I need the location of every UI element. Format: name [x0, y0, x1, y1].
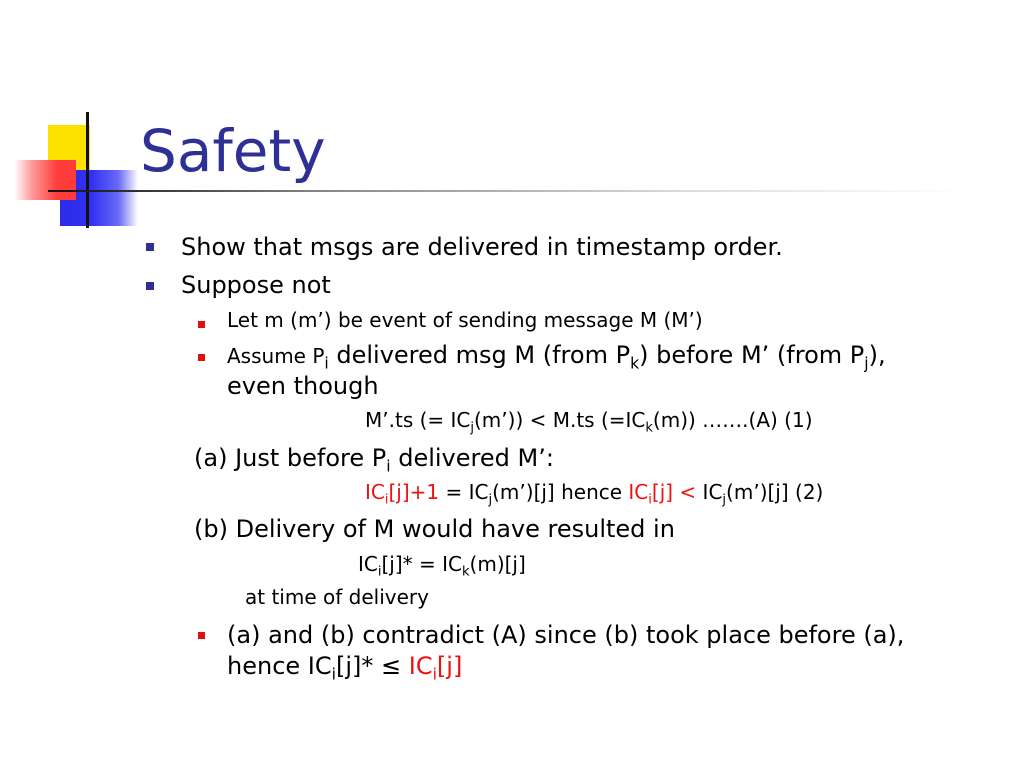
sub-bullet-assume: [227, 341, 886, 373]
text-run: [j]* = IC: [381, 552, 462, 576]
bullet-show-timestamp-order: Show that msgs are delivered in timestamp order.: [181, 233, 783, 261]
subscript: i: [377, 564, 382, 580]
equation-2: [365, 480, 824, 508]
text-run: [j] <: [651, 480, 697, 504]
sub-bullet-assume-line2: even though: [227, 372, 379, 400]
subscript: j: [864, 354, 869, 373]
bullet-marker: [146, 243, 154, 251]
subscript: k: [645, 420, 653, 436]
text-run: [j]+1: [388, 480, 440, 504]
sub-bullet-let-m: Let m (m’) be event of sending message M (M’): [227, 308, 703, 332]
subscript: i: [331, 665, 336, 684]
text-run: (m’)[j] (2): [726, 480, 824, 504]
decor-vertical-line: [86, 112, 89, 228]
text-run: IC: [408, 652, 433, 680]
subscript: k: [630, 354, 640, 373]
decor-red-square: [62, 160, 76, 200]
text-run: ) before M’ (from P: [639, 341, 865, 369]
text-run: (m’)) < M.ts (=IC: [474, 408, 646, 432]
sub-bullet-marker: [198, 632, 205, 639]
text-run: (a) Just before P: [194, 444, 387, 472]
text-run: IC: [628, 480, 649, 504]
text-run: IC: [696, 480, 723, 504]
subscript: i: [384, 492, 389, 508]
equation-1: [365, 408, 813, 436]
subscript: j: [722, 492, 727, 508]
text-run: M’.ts (= IC: [365, 408, 471, 432]
text-run: (m)[j]: [469, 552, 526, 576]
sub-bullet-marker: [198, 321, 205, 328]
text-run: delivered M’:: [390, 444, 554, 472]
subscript: k: [462, 564, 470, 580]
assume-word: Assume P: [227, 344, 325, 368]
decor-horizontal-rule: [48, 190, 968, 192]
text-run: IC: [358, 552, 378, 576]
equation-3: [358, 552, 526, 580]
text-run: = IC: [439, 480, 489, 504]
subscript: i: [648, 492, 652, 508]
text-run: IC: [365, 480, 385, 504]
slide-title: Safety: [140, 117, 326, 185]
subscript: i: [324, 354, 329, 373]
case-b-line: (b) Delivery of M would have resulted in: [194, 515, 675, 543]
text-run: ),: [868, 341, 886, 369]
text-run: (m)) …….(A) (1): [652, 408, 813, 432]
case-a-line: [194, 444, 554, 476]
subscript: j: [488, 492, 493, 508]
sub-bullet-contradict-line2: [227, 652, 463, 684]
text-run: (m’)[j] hence: [492, 480, 629, 504]
text-run: [j]* ≤: [335, 652, 409, 680]
bullet-marker: [146, 282, 154, 290]
subscript: i: [386, 457, 391, 476]
sub-bullet-marker: [198, 354, 205, 361]
bullet-suppose-not: Suppose not: [181, 271, 331, 299]
subscript: i: [432, 665, 437, 684]
at-time-of-delivery: at time of delivery: [245, 585, 429, 609]
sub-bullet-contradict: (a) and (b) contradict (A) since (b) took place before (a),: [227, 621, 905, 649]
text-run: delivered msg M (from P: [328, 341, 631, 369]
subscript: j: [470, 420, 474, 436]
text-run: [j]: [436, 652, 463, 680]
text-run: hence IC: [227, 652, 332, 680]
